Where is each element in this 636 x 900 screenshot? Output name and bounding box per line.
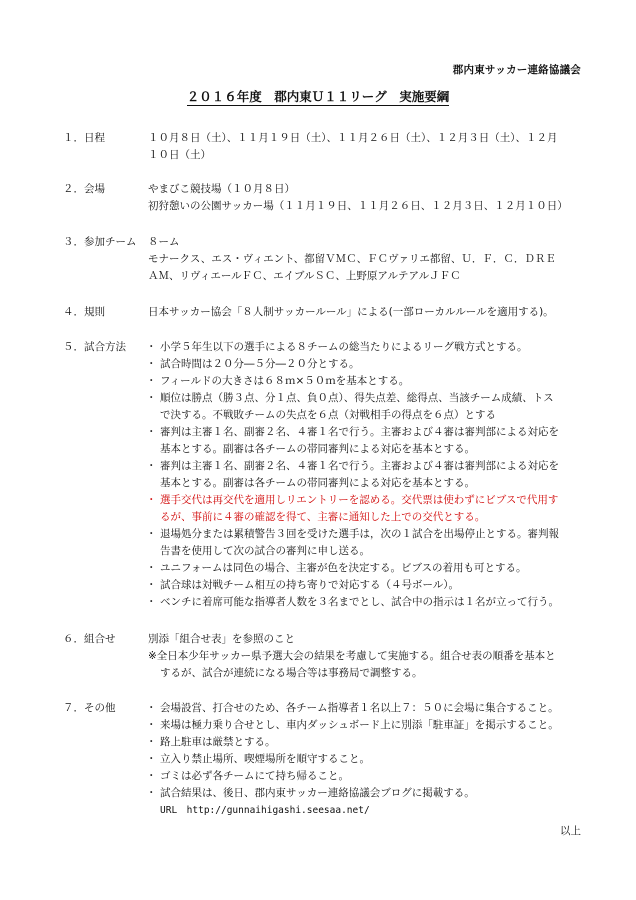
other-item: ・ 会場設営、打合せのため、各チーム指導者１名以上７：５０に会場に集合すること。 bbox=[148, 700, 588, 717]
section-label: ４．規則 bbox=[63, 306, 105, 318]
method-item: ・ 試合時間は２０分―５分―２０分とする。 bbox=[148, 356, 588, 373]
teams-count: ８ーム bbox=[148, 236, 180, 248]
method-item: ・ フィールドの大きさは６８ｍ×５０ｍを基本とする。 bbox=[148, 373, 588, 390]
method-item: ・ ユニフォームは同色の場合、主審が色を決定する。ビブスの着用も可とする。 bbox=[148, 560, 588, 577]
method-item-highlighted: ・ 選手交代は再交代を適用しリエントリーを認める。交代票は使わずにビブスで代用す るが、事前に４審の確認を得て、主審に通知した上での交代とする。 bbox=[148, 492, 588, 526]
section-label: ７．その他 bbox=[63, 702, 116, 714]
method-item: ・ ベンチに着席可能な指導者人数を３名までとし、試合中の指示は１名が立って行う。 bbox=[148, 594, 588, 611]
document-title-text: ２０１６年度 郡内東Ｕ１１リーグ 実施要綱 bbox=[186, 89, 450, 104]
rules-line: 日本サッカー協会「８人制サッカールール」による(一部ローカルルールを適用する)。 bbox=[148, 306, 554, 318]
pairing-note: するが、試合が連続になる場合等は事務局で調整する。 bbox=[160, 667, 423, 679]
document-title bbox=[0, 87, 636, 105]
method-item: ・ 試合球は対戦チーム相互の持ち寄りで対応する（４号ボール）。 bbox=[148, 577, 588, 594]
section-label: ３．参加チーム bbox=[63, 236, 137, 248]
closing-text: 以上 bbox=[560, 825, 581, 837]
other-item: ・ 路上駐車は厳禁とする。 bbox=[148, 734, 588, 751]
other-item: ・ ゴミは必ず各チームにて持ち帰ること。 bbox=[148, 768, 588, 785]
venue-line: やまびこ競技場（１０月８日） bbox=[148, 183, 295, 195]
other-list bbox=[148, 700, 588, 802]
venue-line: 初狩憩いの公園サッカー場（１１月１９日、１１月２６日、１２月３日、１２月１０日） bbox=[148, 200, 568, 212]
method-item: ・ 順位は勝点（勝３点、分１点、負０点）、得失点差、総得点、当該チーム成績、トス で決する。不戦敗チームの失点を６点（対戦相手の得点を６点）とする bbox=[148, 390, 588, 424]
other-item: ・ 立入り禁止場所、喫煙場所を順守すること。 bbox=[148, 751, 588, 768]
pairing-line: 別添「組合せ表」を参照のこと bbox=[148, 633, 295, 645]
method-item: ・ 審判は主審１名、副審２名、４審１名で行う。主審および４審は審判部による対応を 基本とする。副審は各チームの帯同審判による対応を基本とする。 bbox=[148, 458, 588, 492]
other-item: ・ 試合結果は、後日、郡内東サッカー連絡協議会ブログに掲載する。 bbox=[148, 785, 588, 802]
section-label: ６．組合せ bbox=[63, 633, 116, 645]
method-item: ・ 小学５年生以下の選手による８チームの総当たりによるリーグ戦方式とする。 bbox=[148, 339, 588, 356]
method-list bbox=[148, 339, 588, 611]
section-label: ５．試合方法 bbox=[63, 341, 126, 353]
other-item: ・ 来場は極力乗り合せとし、車内ダッシュボード上に別添「駐車証」を掲示すること。 bbox=[148, 717, 588, 734]
pairing-note: ※全日本少年サッカー県予選大会の結果を考慮して実施する。組合せ表の順番を基本と bbox=[148, 650, 556, 662]
section-label: １．日程 bbox=[63, 132, 105, 144]
schedule-line: １０日（土） bbox=[148, 149, 211, 161]
section-label: ２．会場 bbox=[63, 183, 105, 195]
method-item: ・ 退場処分または累積警告３回を受けた選手は，次の１試合を出場停止とする。審判報 告書を使用して次の試合の審判に申し送る。 bbox=[148, 526, 588, 560]
teams-line: モナークス、エス・ヴィエント、都留ＶＭＣ、ＦＣヴァリエ都留、Ｕ．Ｆ．Ｃ．ＤＲＥ bbox=[148, 253, 556, 265]
method-item: ・ 審判は主審１名、副審２名、４審１名で行う。主審および４審は審判部による対応を 基本とする。副審は各チームの帯同審判による対応を基本とする。 bbox=[148, 424, 588, 458]
teams-line: ＡＭ、リヴィエールＦＣ、エイブルＳＣ、上野原アルテアルＪＦＣ bbox=[148, 270, 461, 282]
blog-url-link[interactable]: URL http://gunnaihigashi.seesaa.net/ bbox=[160, 805, 370, 816]
organization-name: 郡内東サッカー連絡協議会 bbox=[452, 64, 581, 76]
schedule-line: １０月８日（土）、１１月１９日（土）、１１月２６日（土）、１２月３日（土）、１２月 bbox=[148, 132, 558, 144]
